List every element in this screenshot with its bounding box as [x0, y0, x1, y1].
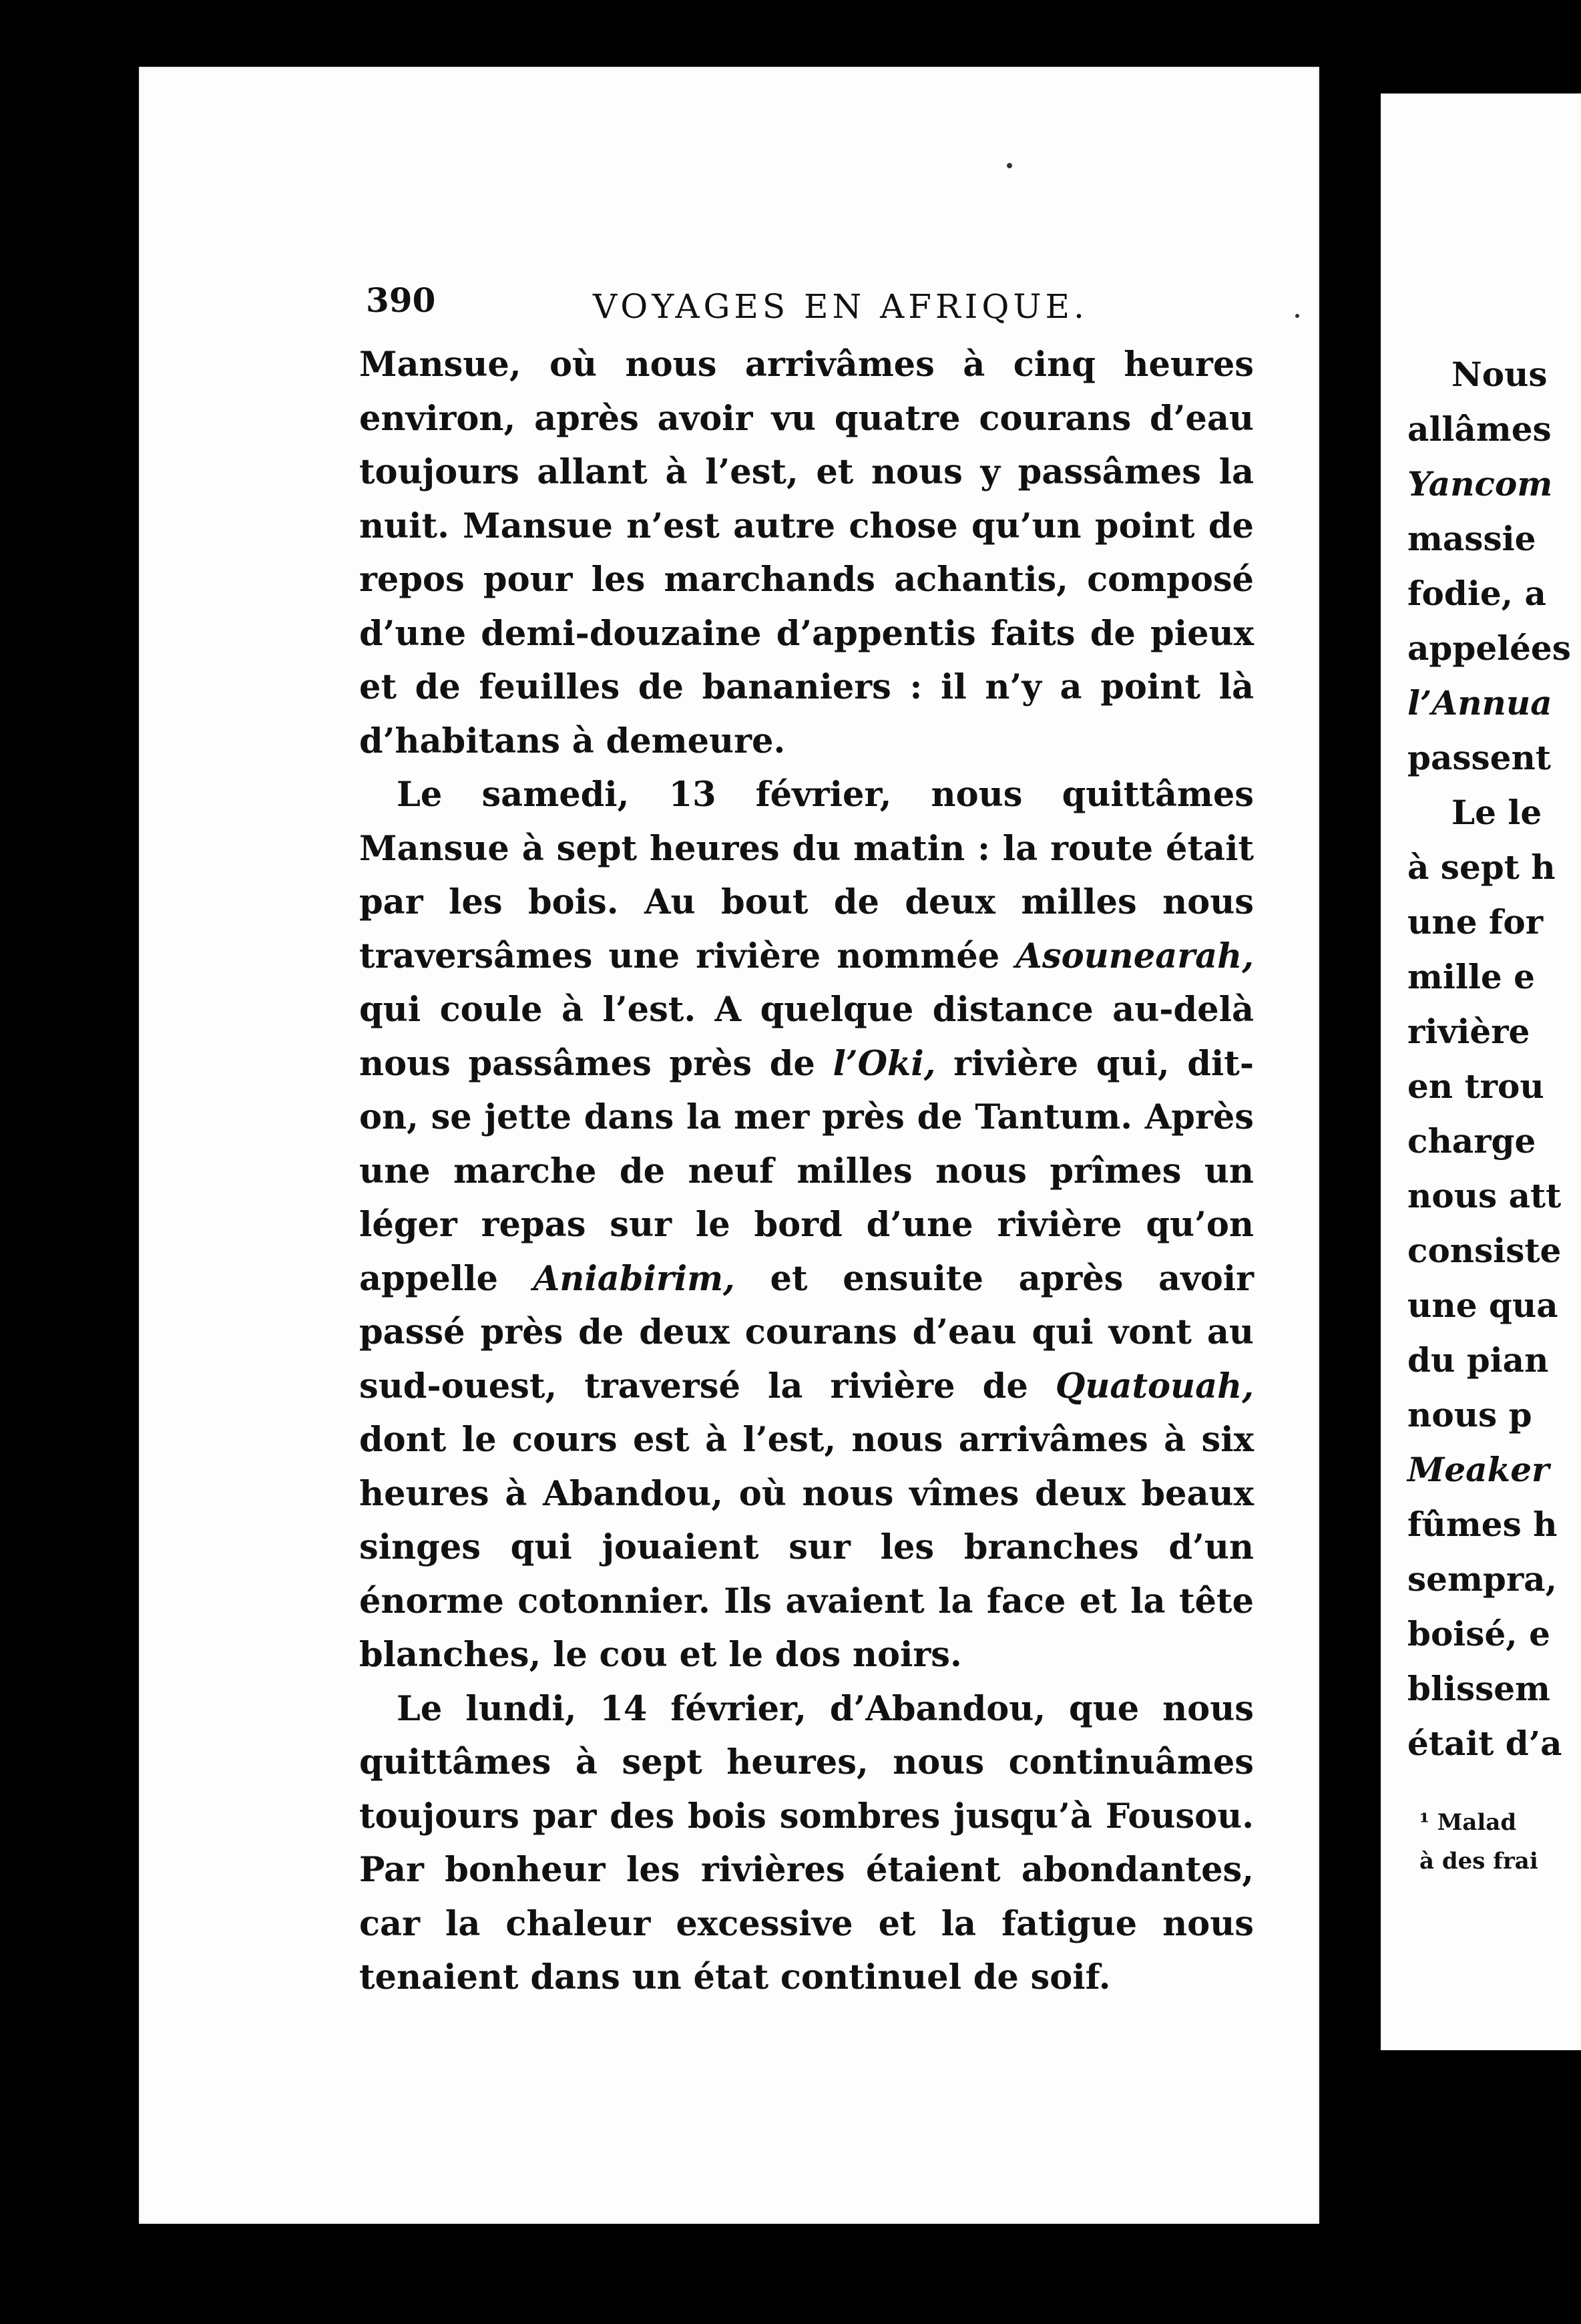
river-name-aniabirim: Aniabirim,	[533, 1258, 735, 1299]
paragraph-2-text: rivière qui, dit-on, se jette dans la mer près de Tantum. Après une marche de neuf milles nous prîmes un léger repas sur le bord d’une rivière qu’on appelle	[359, 1043, 1254, 1299]
right-page-footnotes	[1419, 1803, 1538, 1881]
river-name-quatouah: Quatouah,	[1055, 1366, 1254, 1406]
paragraph-2-text: qui coule à l’est. A quelque distance au-delà nous passâmes près de	[359, 990, 1254, 1084]
right-line: était d’a	[1407, 1724, 1562, 1763]
right-line: fûmes h	[1407, 1505, 1558, 1544]
right-line	[1407, 676, 1581, 731]
paragraph-2-text: dont le cours est à l’est, nous arrivâmes à six heures à Abandou, où nous vîmes deux beaux singes qui jouaient sur les branches d’un énorme cotonnier. Ils avaient la face et la tête blanches, le cou et le dos noirs.	[359, 1420, 1254, 1675]
paragraph-3-text: Le lundi, 14 février, d’Abandou, que nous quittâmes à sept heures, nous continuâmes toujours par des bois sombres jusqu’à Fousou. Par bonheur les rivières étaient abondantes, car la chaleur excessive et la fatigue nous tenaient dans un état continuel de soif.	[359, 1688, 1254, 1997]
main-text	[359, 338, 1254, 2005]
right-line: consiste	[1407, 1231, 1562, 1270]
right-line: sempra,	[1407, 1559, 1557, 1599]
river-name-asounearah: Asounearah,	[1015, 936, 1254, 976]
right-line: fodie, a	[1407, 574, 1546, 613]
right-line: blissem	[1407, 1669, 1550, 1708]
right-line: nous att	[1407, 1176, 1562, 1215]
right-line: charge	[1407, 1121, 1536, 1161]
right-line: Le le	[1451, 793, 1542, 832]
ink-speck	[1007, 163, 1012, 168]
paragraph-2	[359, 768, 1254, 1682]
right-line: allâmes	[1407, 409, 1552, 449]
paragraph-3	[359, 1682, 1254, 2005]
right-line: passent	[1407, 738, 1551, 777]
right-line: une for	[1407, 902, 1544, 942]
ink-speck	[1295, 314, 1299, 318]
paragraph-1-text: Mansue, où nous arrivâmes à cinq heures environ, après avoir vu quatre courans d’eau toujours allant à l’est, et nous y passâmes la nuit. Mansue n’est autre chose qu’un point de repos pour les marchands achantis, composé d’une demi-douzaine d’appentis faits de pieux et de feuilles de bananiers : il n’y a point là d’habitans à demeure.	[359, 345, 1254, 761]
page-number: 390	[366, 280, 436, 320]
running-head: VOYAGES EN AFRIQUE.	[593, 287, 1088, 326]
right-line-italic: Yancom	[1407, 464, 1553, 504]
right-line: une qua	[1407, 1286, 1558, 1325]
right-line: boisé, e	[1407, 1614, 1550, 1654]
right-line: nous p	[1407, 1395, 1532, 1434]
right-line: Nous	[1451, 355, 1548, 394]
footnote-line: à des frai	[1419, 1848, 1538, 1875]
right-line-italic: Meaker	[1407, 1450, 1550, 1489]
paragraph-2-text: Le samedi, 13 février, nous quittâmes Mansue à sept heures du matin : la route était par les bois. Au bout de deux milles nous traversâmes une rivière nommée	[359, 775, 1254, 976]
paragraph-1	[359, 338, 1254, 768]
right-line	[1407, 1442, 1581, 1497]
right-line: appelées	[1407, 628, 1571, 668]
right-line	[1407, 457, 1581, 512]
right-line: du pian	[1407, 1340, 1549, 1380]
right-line: massie	[1407, 519, 1536, 558]
right-line-italic: l’Annua	[1407, 683, 1552, 723]
paragraph-2-text: et ensuite après avoir passé près de deux courans d’eau qui vont au sud-ouest, traversé la rivière de	[359, 1258, 1254, 1406]
right-line: en trou	[1407, 1067, 1544, 1106]
right-line: mille e	[1407, 957, 1535, 996]
river-name-oki: l’Oki,	[833, 1043, 936, 1084]
right-page-text	[1407, 347, 1581, 1771]
right-line: rivière	[1407, 1012, 1530, 1051]
right-line: à sept h	[1407, 847, 1556, 887]
footnote-line: ¹ Malad	[1419, 1809, 1517, 1836]
